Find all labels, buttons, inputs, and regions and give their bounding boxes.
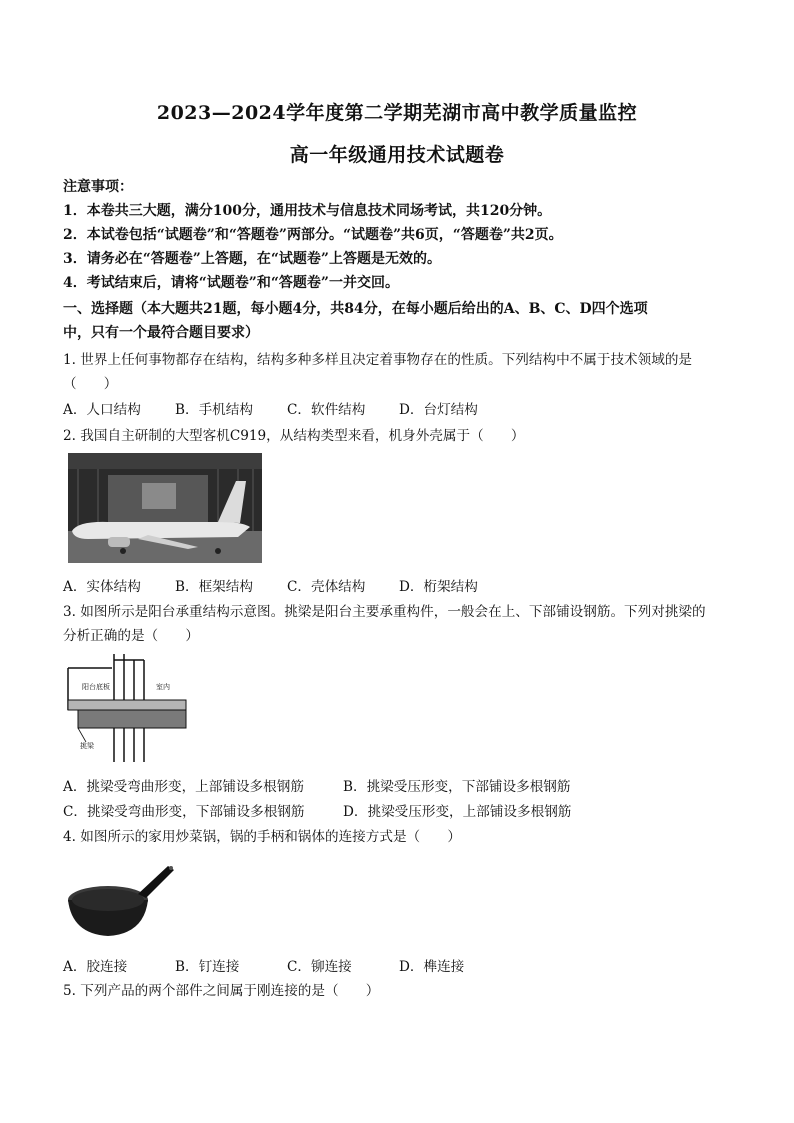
- q1-option-a: A．人口结构: [63, 402, 141, 418]
- notice-heading: 注意事项：: [63, 179, 133, 195]
- q5-stem: 5. 下列产品的两个部件之间属于刚连接的是（ ）: [63, 983, 380, 999]
- q1-option-c: C．软件结构: [287, 402, 366, 418]
- balcony-beam-diagram: [66, 654, 190, 762]
- notice-item-3: 3．请务必在“答题卷”上答题，在“试题卷”上答题是无效的。: [63, 251, 441, 267]
- q4-option-c: C．铆连接: [287, 959, 352, 975]
- q4-stem: 4. 如图所示的家用炒菜锅，锅的手柄和锅体的连接方式是（ ）: [63, 829, 461, 845]
- q3-option-d: D．挑梁受压形变，上部铺设多根钢筋: [343, 804, 572, 820]
- notice-item-1: 1．本卷共三大题，满分100分，通用技术与信息技术同场考试，共120分钟。: [63, 203, 552, 219]
- q3-option-c: C．挑梁受弯曲形变，下部铺设多根钢筋: [63, 804, 305, 820]
- q1-blank: （ ）: [63, 376, 118, 392]
- q2-option-d: D．桁架结构: [399, 579, 478, 595]
- wok-pan-photo: [64, 856, 178, 940]
- q1-option-b: B．手机结构: [175, 402, 253, 418]
- q1-stem: 1. 世界上任何事物都存在结构，结构多种多样且决定着事物存在的性质。下列结构中不属于技术领域的是: [63, 352, 693, 368]
- q4-option-a: A．胶连接: [63, 959, 128, 975]
- q1-option-d: D．台灯结构: [399, 402, 478, 418]
- q2-stem: 2. 我国自主研制的大型客机C919，从结构类型来看，机身外壳属于（ ）: [63, 428, 525, 444]
- exam-subtitle: 高一年级通用技术试题卷: [289, 144, 505, 166]
- q4-option-b: B．钉连接: [175, 959, 240, 975]
- q3-option-a: A．挑梁受弯曲形变，上部铺设多根钢筋: [63, 779, 304, 795]
- q3-blank: 分析正确的是（ ）: [63, 628, 199, 644]
- q4-option-d: D．榫连接: [399, 959, 465, 975]
- q2-option-c: C．壳体结构: [287, 579, 366, 595]
- q3-stem: 3. 如图所示是阳台承重结构示意图。挑梁是阳台主要承重构件，一般会在上、下部铺设钢筋。下列对挑梁的: [63, 604, 706, 620]
- notice-item-2: 2．本试卷包括“试题卷”和“答题卷”两部分。“试题卷”共6页，“答题卷”共2页。: [63, 227, 563, 243]
- c919-aircraft-photo: [68, 453, 262, 563]
- exam-title: 2023—2024学年度第二学期芜湖市高中教学质量监控: [156, 102, 638, 124]
- q2-option-a: A．实体结构: [63, 579, 141, 595]
- q2-option-b: B．框架结构: [175, 579, 253, 595]
- section-heading-line-1: 一、选择题（本大题共21题，每小题4分，共84分，在每小题后给出的A、B、C、D四个选项: [63, 301, 648, 317]
- label-cantilever-beam: 挑梁: [80, 742, 94, 750]
- notice-item-4: 4．考试结束后，请将“试题卷”和“答题卷”一并交回。: [63, 275, 399, 291]
- q3-option-b: B．挑梁受压形变，下部铺设多根钢筋: [343, 779, 571, 795]
- section-heading-line-2: 中，只有一个最符合题目要求）: [63, 325, 259, 341]
- label-balcony-floor: 阳台底板: [82, 683, 110, 691]
- label-indoor: 室内: [156, 683, 170, 691]
